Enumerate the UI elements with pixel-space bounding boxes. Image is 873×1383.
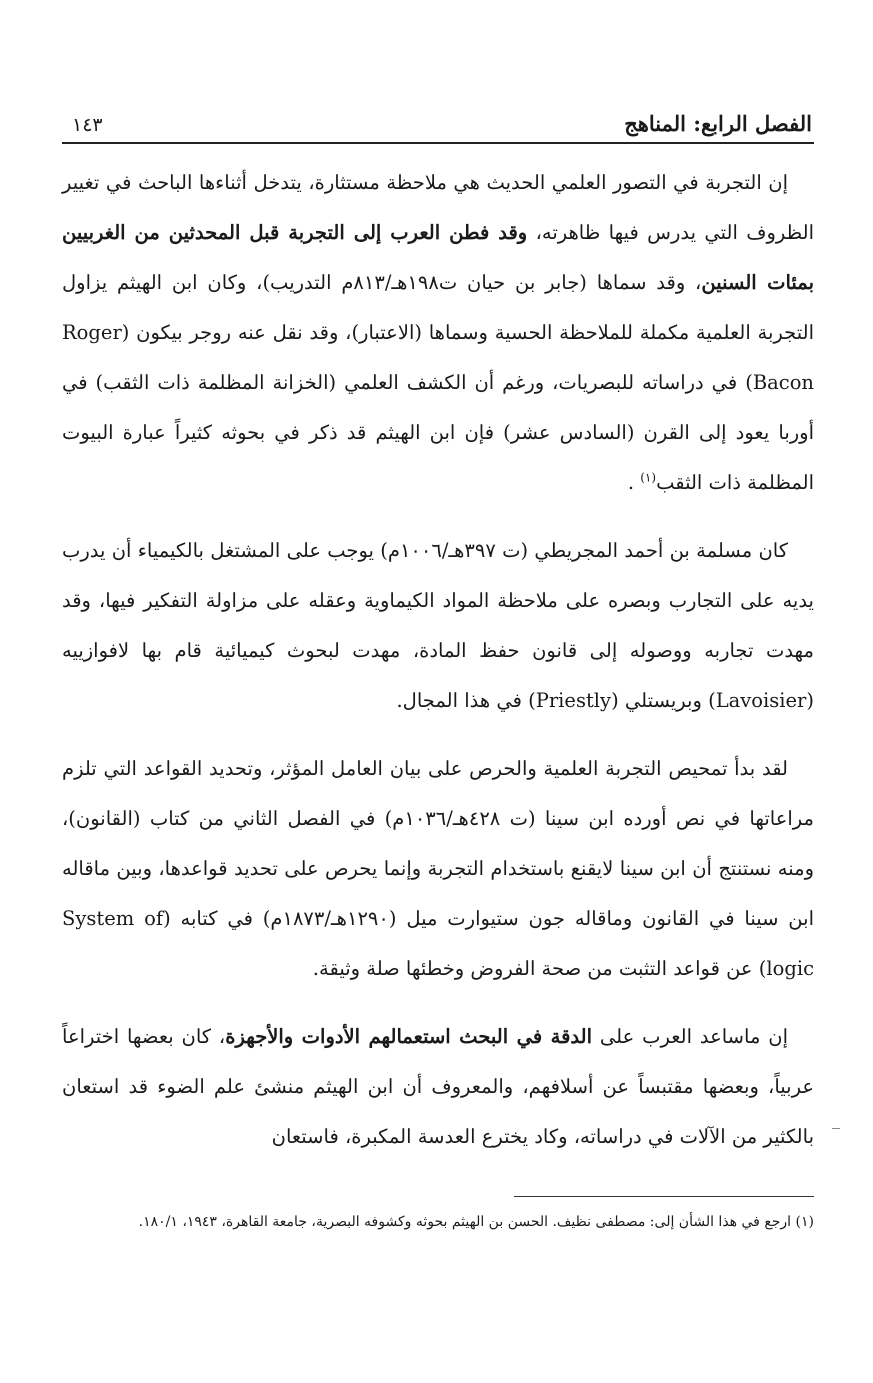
paragraph-1-text-a: إن التجربة في التصور العلمي الحديث هي ملاحظة مستثارة، يتدخل أثناءها الباحث في تغيير الظروف التي يدرس فيها ظاهرته،: [62, 171, 814, 244]
body-text: [62, 158, 814, 1162]
paragraph-1-end: .: [627, 471, 641, 494]
paragraph-4-text-b: ، كان بعضها اختراعاً عربياً، وبعضها مقتبساً عن أسلافهم، والمعروف أن ابن الهيثم منشئ علم الضوء قد استعان بالكثير من الآلات في دراساته، وكاد يخترع العدسة المكبرة، فاستعان: [62, 1025, 814, 1148]
paragraph-1-bold-phrase: وقد فطن العرب إلى التجربة قبل المحدثين من الغربيين بمئات السنين: [62, 221, 815, 294]
footnote-reference: (١): [640, 470, 657, 485]
footnote-rule: [514, 1196, 814, 1197]
paragraph-4: [62, 1012, 814, 1162]
paragraph-1-text-b: ، وقد سماها (جابر بن حيان ت١٩٨هـ/٨١٣م التدريب)، وكان ابن الهيثم يزاول التجربة العلمية مكملة للملاحظة الحسية وسماها (الاعتبار)، وقد نقل عنه روجر بيكون (Roger Bacon) في دراساته للبصريات، ورغم أن الكشف العلمي (الخزانة المظلمة ذات الثقب) في أوربا يعود إلى القرن (السادس عشر) فإن ابن الهيثم قد ذكر في بحوثه كثيراً عبارة البيوت المظلمة ذات الثقب: [62, 271, 814, 494]
paragraph-3: لقد بدأ تمحيص التجربة العلمية والحرص على بيان العامل المؤثر، وتحديد القواعد التي تلزم مراعاتها في نص أورده ابن سينا (ت ٤٢٨هـ/١٠٣٦م) في الفصل الثاني من كتاب (القانون)، ومنه نستنتج أن ابن سينا لايقنع باستخدام التجربة وإنما يحرص على تحديد قواعدها، وبين ماقاله ابن سينا في القانون وماقاله جون ستيوارت ميل (١٢٩٠هـ/١٨٧٣م) في كتابه (System of logic) عن قواعد التثبت من صحة الفروض وخطئها صلة وثيقة.: [62, 757, 814, 980]
paragraph-4-bold-phrase: الدقة في البحث استعمالهم الأدوات والأجهزة: [225, 1025, 593, 1048]
book-page: [62, 100, 814, 1180]
paragraph-2: كان مسلمة بن أحمد المجريطي (ت ٣٩٧هـ/١٠٠٦م) يوجب على المشتغل بالكيمياء أن يدرب يديه على التجارب وبصره على ملاحظة المواد الكيماوية وعقله على مزاولة التفكير فيها، وقد مهدت تجاربه ووصوله إلى قانون حفظ المادة، مهدت لبحوث كيميائية قام بها لافوازييه (Lavoisier) وبريستلي (Priestly) في هذا المجال.: [62, 539, 814, 712]
page-number: ١٤٣: [72, 114, 103, 136]
paragraph-1: [62, 158, 814, 508]
running-header: [62, 100, 814, 144]
margin-mark: [832, 1128, 840, 1129]
chapter-title: الفصل الرابع: المناهج: [624, 111, 812, 136]
footnote-text: (١) ارجع في هذا الشأن إلى: مصطفى نظيف. الحسن بن الهيثم بحوثه وكشوفه البصرية، جامعة القاهرة، ١٩٤٣، ١٨٠/١.: [138, 1214, 814, 1230]
footnotes: [62, 1196, 814, 1235]
paragraph-4-text-a: إن ماساعد العرب على: [592, 1025, 788, 1048]
